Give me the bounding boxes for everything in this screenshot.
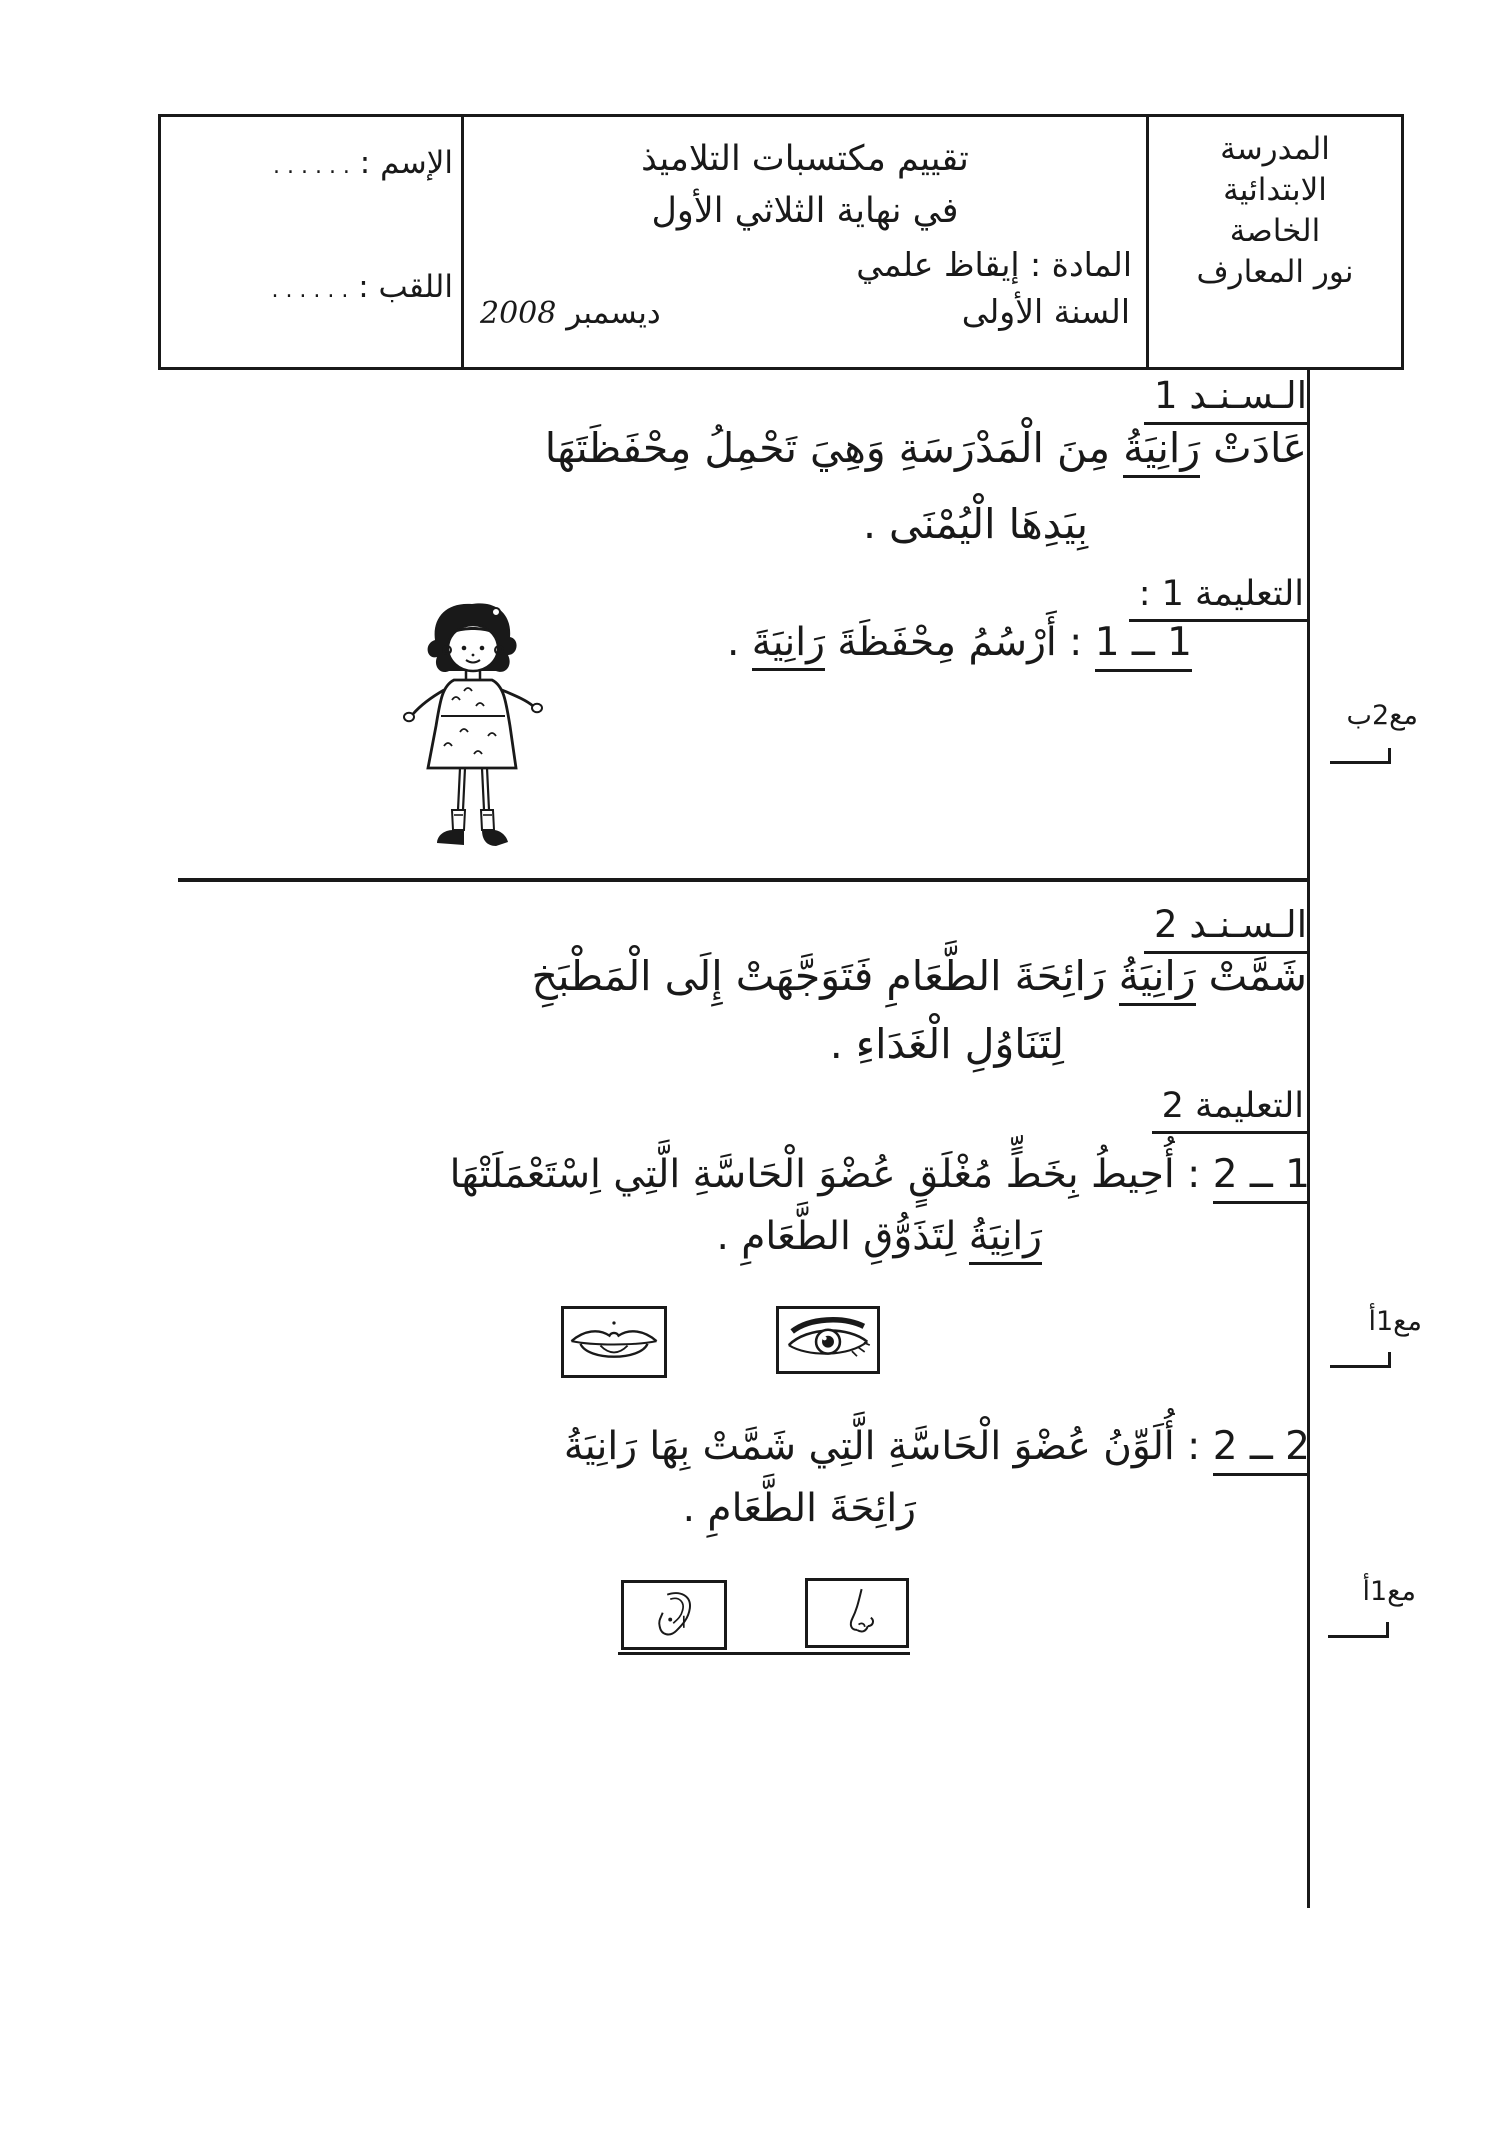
instruction1-heading bbox=[1129, 574, 1307, 614]
last-name-blank: . . . . . . bbox=[271, 278, 349, 303]
margin-note-1 bbox=[1332, 700, 1418, 731]
instruction2-item1-line2-rest: لِتَذَوُّقِ الطَّعَامِ . bbox=[716, 1214, 969, 1259]
support2-rania-underlined: رَانِيَةُ bbox=[1119, 952, 1196, 1006]
nose-icon bbox=[817, 1583, 897, 1643]
instruction1-heading-text: التعليمة 1 : bbox=[1129, 574, 1307, 622]
exam-title-line1: تقييم مكتسبات التلاميذ bbox=[641, 139, 969, 179]
margin-note-1-bracket bbox=[1330, 748, 1391, 764]
school-name-line4: نور المعارف bbox=[1196, 254, 1354, 290]
eye-icon bbox=[781, 1311, 875, 1369]
content-right-border bbox=[1307, 368, 1310, 1908]
instruction2-item1-rania-underlined: رَانِيَةُ bbox=[969, 1214, 1042, 1265]
instruction1-rania-underlined: رَانِيَةَ bbox=[752, 620, 825, 671]
exam-grade-date-row bbox=[474, 292, 1136, 331]
option-box-ear bbox=[621, 1580, 727, 1650]
last-name-label: اللقب : bbox=[358, 269, 453, 305]
instruction2-heading-text: التعليمة 2 bbox=[1152, 1086, 1307, 1134]
instruction2-item1-line2 bbox=[716, 1214, 1042, 1259]
support2-text-line1 bbox=[532, 952, 1307, 1000]
instruction2-item2-number: 2 ــ 2 bbox=[1213, 1424, 1310, 1476]
support2-line1-before: شَمَّتْ bbox=[1195, 952, 1307, 1000]
exam-grade: السنة الأولى bbox=[961, 292, 1130, 331]
last-name-row bbox=[161, 269, 453, 305]
support1-heading bbox=[1144, 374, 1310, 417]
support1-heading-text: الـسـنـد 1 bbox=[1144, 374, 1310, 425]
margin-note-3-bracket bbox=[1328, 1622, 1389, 1638]
ear-icon bbox=[634, 1585, 714, 1645]
exam-title-line2: في نهاية الثلاثي الأول bbox=[651, 191, 959, 231]
instruction2-item2-line2: رَائِحَةَ الطَّعَامِ . bbox=[682, 1486, 916, 1531]
instruction2-item1-number: 1 ــ 2 bbox=[1213, 1152, 1310, 1204]
section-divider bbox=[178, 878, 1309, 882]
support1-line1-after: مِنَ الْمَدْرَسَةِ وَهِيَ تَحْمِلُ مِحْفَظَتَهَا bbox=[544, 424, 1124, 472]
header-table bbox=[158, 114, 1404, 370]
exam-month: ديسمبر bbox=[566, 295, 661, 331]
student-name-cell bbox=[161, 117, 461, 367]
school-name-line2: الابتدائية bbox=[1223, 172, 1327, 208]
instruction1-item-text: : أَرْسُمُ مِحْفَظَةَ bbox=[824, 620, 1095, 665]
first-name-blank: . . . . . . bbox=[273, 154, 350, 179]
school-name-cell bbox=[1146, 117, 1401, 367]
girl-student-illustration bbox=[392, 596, 552, 858]
support1-text-line1 bbox=[545, 424, 1307, 472]
option-box-mouth bbox=[561, 1306, 667, 1378]
instruction2-item2-line1 bbox=[564, 1424, 1310, 1469]
first-name-row bbox=[161, 145, 453, 181]
support2-text-line2: لِتَنَاوُلِ الْغَدَاءِ . bbox=[829, 1020, 1064, 1068]
instruction2-item1-line1 bbox=[450, 1152, 1310, 1197]
first-name-label: الإسم : bbox=[359, 145, 453, 181]
margin-note-2-bracket bbox=[1330, 1352, 1391, 1368]
support1-rania-underlined: رَانِيَةُ bbox=[1123, 424, 1200, 478]
option-box-nose bbox=[805, 1578, 909, 1648]
margin-note-2-code: مع1أ bbox=[1368, 1306, 1422, 1337]
instruction1-item-period: . bbox=[726, 620, 752, 665]
margin-note-1-code: مع2ب bbox=[1346, 700, 1418, 731]
school-name-line3: الخاصة bbox=[1229, 213, 1321, 249]
exam-date bbox=[480, 295, 661, 331]
support2-line1-after: رَائِحَةَ الطَّعَامِ فَتَوَجَّهَتْ إِلَى الْمَطْبَخِ bbox=[531, 952, 1119, 1000]
exam-subject: المادة : إيقاظ علمي bbox=[856, 245, 1132, 284]
exam-info-cell bbox=[461, 117, 1146, 367]
instruction2-item2-text: : أُلَوِّنُ عُضْوَ الْحَاسَّةِ الَّتِي شَمَّتْ بِهَا رَانِيَةُ bbox=[563, 1424, 1213, 1469]
instruction2-item1-text: : أُحِيطُ بِخَطٍّ مُغْلَقٍ عُضْوَ الْحَاسَّةِ الَّتِي اِسْتَعْمَلَتْهَا bbox=[449, 1152, 1213, 1197]
margin-note-3-code: مع1أ bbox=[1362, 1576, 1416, 1607]
smell-options-underline bbox=[618, 1652, 910, 1655]
instruction2-heading bbox=[1152, 1086, 1307, 1126]
support2-heading bbox=[1144, 903, 1310, 946]
instruction1-item-number: 1 ــ 1 bbox=[1095, 620, 1192, 672]
exam-year: 2008 bbox=[480, 296, 557, 331]
support1-line1-before: عَادَتْ bbox=[1200, 424, 1307, 472]
margin-note-3 bbox=[1330, 1576, 1416, 1607]
support1-text-line2: بِيَدِهَا الْيُمْنَى . bbox=[862, 500, 1088, 548]
instruction1-item bbox=[727, 620, 1192, 665]
girl-icon bbox=[392, 596, 552, 858]
option-box-eye bbox=[776, 1306, 880, 1374]
school-name-line1: المدرسة bbox=[1220, 131, 1330, 167]
support2-heading-text: الـسـنـد 2 bbox=[1144, 903, 1310, 954]
mouth-icon bbox=[566, 1313, 662, 1371]
margin-note-2 bbox=[1336, 1306, 1422, 1337]
